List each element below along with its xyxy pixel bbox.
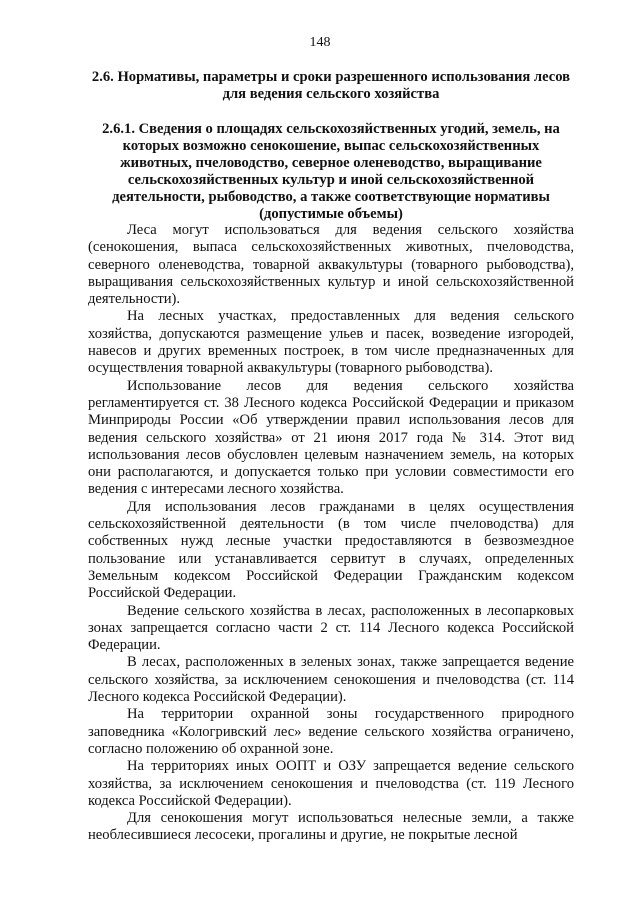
paragraph: На территории охранной зоны государственного природного заповедника «Кологривский лес» ведение сельского хозяйства ограничено, согласно положению об охранной зоне. xyxy=(88,706,574,757)
paragraph: Для сенокошения могут использоваться нелесные земли, а также необлесившиеся лесосеки, прогалины и другие, не покрытые лесной xyxy=(88,810,574,844)
body-text xyxy=(88,222,574,845)
paragraph: Для использования лесов гражданами в целях осуществления сельскохозяйственной деятельности (в том числе пчеловодства) для собственных нужд лесные участки предоставляются в безвозмездное пользование или устанавливается сервитут в случаях, определенных Земельным кодексом Российской Федерации Гражданским кодексом Российской Федерации. xyxy=(88,498,574,602)
paragraph: Ведение сельского хозяйства в лесах, расположенных в лесопарковых зонах запрещается согласно части 2 ст. 114 Лесного кодекса Российской Федерации. xyxy=(88,602,574,654)
paragraph: Использование лесов для ведения сельского хозяйства регламентируется ст. 38 Лесного кодекса Российской Федерации и приказом Минприроды России «Об утверждении правил использования лесов для ведения сельского хозяйства» от 21 июня 2017 года № 314. Этот вид использования лесов обусловлен целевым назначением земель, на которых они располагаются, и допускается только при условии совместимости его ведения с интересами лесного хозяйства. xyxy=(88,377,574,498)
paragraph: На территориях иных ООПТ и ОЗУ запрещается ведение сельского хозяйства, за исключением сенокошения и пчеловодства (ст. 119 Лесного кодекса Российской Федерации). xyxy=(88,758,574,809)
paragraph: На лесных участках, предоставленных для ведения сельского хозяйства, допускаются размещение ульев и пасек, возведение изгородей, навесов и других временных построек, в том числе предназначенных для осуществления товарной аквакультуры (товарного рыбоводства). xyxy=(88,308,574,377)
paragraph: Леса могут использоваться для ведения сельского хозяйства (сенокошения, выпаса сельскохозяйственных животных, пчеловодства, северного оленеводства, товарной аквакультуры (товарного рыбоводства), выращивания сельскохозяйственных культур и иной сельскохозяйственной деятельности). xyxy=(88,222,574,308)
section-heading: 2.6. Нормативы, параметры и сроки разрешенного использования лесов для ведения сельского хозяйства xyxy=(91,69,571,102)
paragraph: В лесах, расположенных в зеленых зонах, также запрещается ведение сельского хозяйства, за исключением сенокошения и пчеловодства (ст. 114 Лесного кодекса Российской Федерации). xyxy=(88,654,574,706)
subsection-heading: 2.6.1. Сведения о площадях сельскохозяйственных угодий, земель, на которых возможно сенокошение, выпас сельскохозяйственных животных, пчеловодство, северное оленеводство, выращивание сельскохозяйственных культур и иной сельскохозяйственной деятельности, рыбоводство, а также соответствующие нормативы (допустимые объемы) xyxy=(102,121,560,222)
page-number: 148 xyxy=(309,35,331,50)
